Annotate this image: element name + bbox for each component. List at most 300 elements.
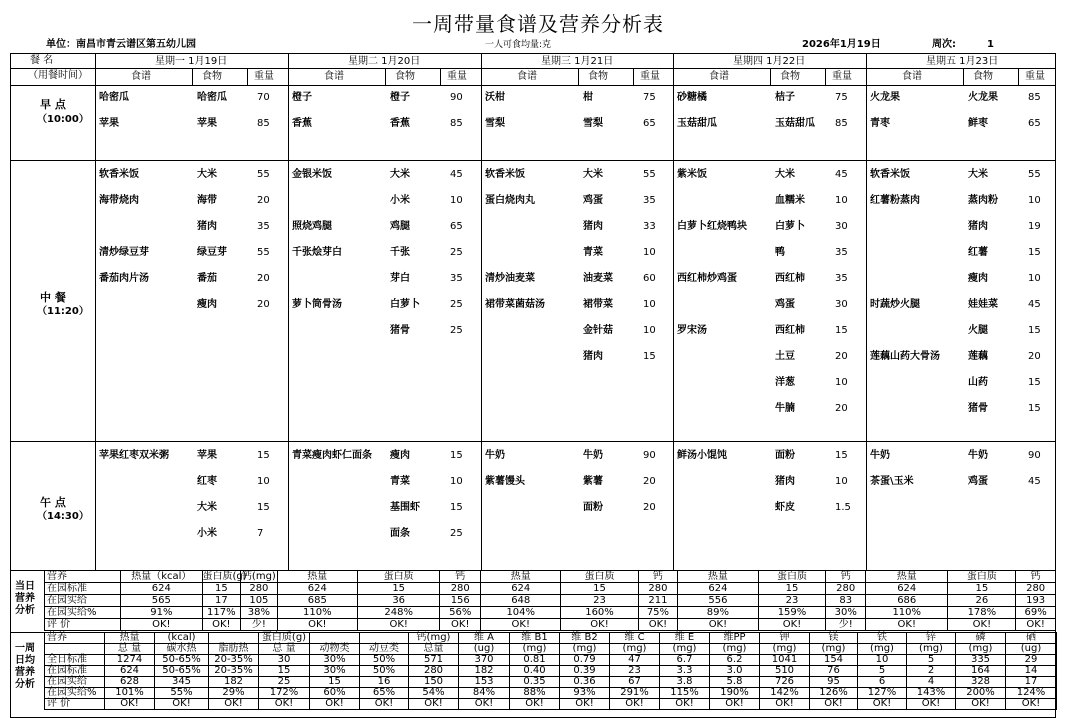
weekly-cell: 50% <box>360 666 409 677</box>
weekly-cell: 维 B2 <box>560 633 610 644</box>
snack-name: 午 点 <box>40 496 66 509</box>
weekly-cell <box>209 633 259 644</box>
recipe-header: 食谱 <box>517 71 537 82</box>
weekly-row <box>45 633 1057 644</box>
recipe-header: 食谱 <box>902 71 922 82</box>
daily-cell: 17 <box>202 595 241 607</box>
grid-line <box>481 53 482 570</box>
lunch_rows-weight: 10 <box>643 325 656 336</box>
lunch_rows-weight: 15 <box>1028 403 1041 414</box>
weekly-analysis-table <box>44 632 1057 710</box>
weekly-cell: (ug) <box>1006 644 1057 655</box>
breakfast_rows-food: 桔子 <box>775 92 795 103</box>
daily-cell: 280 <box>826 583 866 595</box>
daily-cell: OK! <box>1016 619 1056 631</box>
grid-line <box>10 53 1055 54</box>
weekly-cell: 钾 <box>760 633 810 644</box>
lunch_rows-recipe: 萝卜筒骨汤 <box>292 299 342 310</box>
weekly-cell: 65% <box>360 688 409 699</box>
weekly-cell: OK! <box>1006 699 1057 710</box>
lunch_rows-weight: 20 <box>257 195 270 206</box>
breakfast_rows-food: 火龙果 <box>968 92 998 103</box>
weekly-cell: 3.0 <box>710 666 760 677</box>
lunch_rows-weight: 10 <box>1028 273 1041 284</box>
breakfast_rows-food: 玉菇甜瓜 <box>775 118 815 129</box>
weekly-cell: 127% <box>858 688 907 699</box>
weekly-cell: OK! <box>209 699 259 710</box>
weekly-cell: 总 量 <box>105 644 155 655</box>
weekly-cell: 624 <box>105 666 155 677</box>
weekly-cell: OK! <box>710 699 760 710</box>
daily-cell: 营养 <box>45 571 121 583</box>
lunch_rows-weight: 10 <box>1028 195 1041 206</box>
weekly-cell: (mg) <box>560 644 610 655</box>
snack_rows-food: 瘦肉 <box>390 450 410 461</box>
weekly-cell: 30% <box>310 655 360 666</box>
daily-cell: 556 <box>678 595 758 607</box>
lunch-time: （11:20） <box>37 306 89 317</box>
day-header: 星期五 1月23日 <box>926 56 999 67</box>
weekly-cell: 60% <box>310 688 360 699</box>
snack_rows-recipe: 牛奶 <box>485 450 505 461</box>
daily-cell: 38% <box>241 607 278 619</box>
weekly-cell: 291% <box>610 688 660 699</box>
weekly-cell: OK! <box>259 699 310 710</box>
lunch_rows-weight: 25 <box>450 247 463 258</box>
breakfast-time: （10:00） <box>37 114 89 125</box>
weekly-cell: (mg) <box>810 644 858 655</box>
lunch_rows-weight: 10 <box>643 247 656 258</box>
snack_rows-weight: 15 <box>450 502 463 513</box>
snack_rows-recipe: 牛奶 <box>870 450 890 461</box>
weekly-cell: 0.79 <box>560 655 610 666</box>
lunch_rows-food: 青菜 <box>583 247 603 258</box>
lunch_rows-food: 裙带菜 <box>583 299 613 310</box>
weekly-cell: 维 A <box>459 633 510 644</box>
lunch_rows-recipe: 千张烩芽白 <box>292 247 342 258</box>
weight-header: 重量 <box>832 71 852 82</box>
lunch_rows-weight: 10 <box>835 377 848 388</box>
weight-header: 重量 <box>447 71 467 82</box>
grid-line <box>10 441 1055 442</box>
weekly-cell: 280 <box>409 666 459 677</box>
weekly-cell: OK! <box>660 699 710 710</box>
lunch_rows-weight: 35 <box>450 273 463 284</box>
lunch_rows-food: 海带 <box>197 195 217 206</box>
breakfast_rows-weight: 65 <box>1028 118 1041 129</box>
weekly-cell: 1041 <box>760 655 810 666</box>
daily-cell: 648 <box>481 595 561 607</box>
lunch_rows-weight: 35 <box>835 247 848 258</box>
daily-cell: 624 <box>121 583 202 595</box>
lunch_rows-food: 白萝卜 <box>390 299 420 310</box>
snack_rows-recipe: 青菜瘦肉虾仁面条 <box>292 450 372 461</box>
snack_rows-weight: 45 <box>1028 476 1041 487</box>
lunch_rows-recipe: 白萝卜红烧鸭块 <box>677 221 747 232</box>
lunch_rows-recipe: 软香米饭 <box>870 169 910 180</box>
daily-row <box>45 583 1056 595</box>
week-number: 1 <box>987 39 994 50</box>
daily-cell: 685 <box>277 595 357 607</box>
lunch_rows-recipe: 裙带菜菌菇汤 <box>485 299 545 310</box>
breakfast_rows-weight: 65 <box>643 118 656 129</box>
lunch_rows-weight: 25 <box>450 325 463 336</box>
weekly-side-label: 一周 <box>15 643 35 654</box>
lunch_rows-food: 鸡蛋 <box>775 299 795 310</box>
weight-header: 重量 <box>254 71 274 82</box>
snack_rows-food: 面条 <box>390 528 410 539</box>
weekly-row <box>45 699 1057 710</box>
snack_rows-weight: 15 <box>257 502 270 513</box>
lunch_rows-food: 西红柿 <box>775 273 805 284</box>
weekly-cell: 在园实给% <box>45 688 105 699</box>
daily-cell: 评 价 <box>45 619 121 631</box>
lunch_rows-weight: 55 <box>257 169 270 180</box>
snack_rows-recipe: 紫薯馒头 <box>485 476 525 487</box>
daily-cell: OK! <box>866 619 948 631</box>
day-header: 星期一 1月19日 <box>155 56 228 67</box>
breakfast-name: 早 点 <box>40 98 66 111</box>
weekly-cell: 6.2 <box>710 655 760 666</box>
weekly-cell: 190% <box>710 688 760 699</box>
lunch_rows-weight: 15 <box>1028 325 1041 336</box>
weekly-cell: 0.36 <box>560 677 610 688</box>
daily-cell: OK! <box>121 619 202 631</box>
daily-cell: 少! <box>241 619 278 631</box>
grid-line <box>247 68 248 85</box>
lunch_rows-recipe: 紫米饭 <box>677 169 707 180</box>
lunch_rows-food: 牛腩 <box>775 403 795 414</box>
weekly-cell: 54% <box>409 688 459 699</box>
lunch_rows-weight: 20 <box>257 273 270 284</box>
snack_rows-recipe: 苹果红枣双米粥 <box>99 450 169 461</box>
daily-cell: 565 <box>121 595 202 607</box>
weekly-cell: OK! <box>155 699 209 710</box>
weekly-cell: 143% <box>907 688 956 699</box>
weekly-cell: 726 <box>760 677 810 688</box>
weekly-cell: (kcal) <box>155 633 209 644</box>
weekly-cell: 20-35% <box>209 655 259 666</box>
weekly-cell: OK! <box>105 699 155 710</box>
lunch_rows-weight: 30 <box>835 221 848 232</box>
grid-line <box>288 53 289 570</box>
lunch_rows-recipe: 软香米饭 <box>99 169 139 180</box>
weekly-cell: 47 <box>610 655 660 666</box>
breakfast_rows-recipe: 火龙果 <box>870 92 900 103</box>
daily-cell: OK! <box>678 619 758 631</box>
daily-cell: 在园实给% <box>45 607 121 619</box>
weekly-cell: OK! <box>858 699 907 710</box>
daily-cell: 280 <box>638 583 678 595</box>
breakfast_rows-recipe: 香蕉 <box>292 118 312 129</box>
daily-cell: 211 <box>638 595 678 607</box>
recipe-header: 食谱 <box>709 71 729 82</box>
lunch_rows-weight: 30 <box>835 299 848 310</box>
weekly-cell: OK! <box>459 699 510 710</box>
weekly-cell: OK! <box>810 699 858 710</box>
daily-cell: 624 <box>277 583 357 595</box>
lunch_rows-recipe: 西红柿炒鸡蛋 <box>677 273 737 284</box>
lunch_rows-weight: 25 <box>450 299 463 310</box>
daily-cell: 蛋白质(g) <box>202 570 247 582</box>
lunch_rows-weight: 45 <box>1028 299 1041 310</box>
daily-cell: 钙 <box>638 571 678 583</box>
daily-cell: 热量 <box>481 571 561 583</box>
lunch_rows-weight: 10 <box>450 195 463 206</box>
snack_rows-food: 牛奶 <box>583 450 603 461</box>
weekly-cell: 维 B1 <box>510 633 560 644</box>
weekly-cell: (mg) <box>956 644 1006 655</box>
weekly-cell: 200% <box>956 688 1006 699</box>
daily-cell: 178% <box>948 607 1016 619</box>
snack_rows-weight: 15 <box>257 450 270 461</box>
lunch_rows-recipe: 海带烧肉 <box>99 195 139 206</box>
weekly-cell: 2 <box>907 666 956 677</box>
weekly-row <box>45 655 1057 666</box>
grid-line <box>770 68 771 85</box>
lunch_rows-weight: 19 <box>1028 221 1041 232</box>
day-header: 星期二 1月20日 <box>348 56 421 67</box>
daily-cell: 23 <box>561 595 638 607</box>
weekly-row <box>45 644 1057 655</box>
weekly-cell: OK! <box>760 699 810 710</box>
sheet-date: 2026年1月19日 <box>802 39 881 50</box>
lunch_rows-food: 瘦肉 <box>968 273 988 284</box>
weekly-cell: 15 <box>310 677 360 688</box>
breakfast_rows-weight: 85 <box>450 118 463 129</box>
weekly-cell: 142% <box>760 688 810 699</box>
grid-line <box>440 68 441 85</box>
weekly-cell: (mg) <box>610 644 660 655</box>
grid-line <box>10 53 11 718</box>
weekly-cell: 锌 <box>907 633 956 644</box>
weekly-side-label: 分析 <box>15 679 35 690</box>
breakfast_rows-weight: 75 <box>643 92 656 103</box>
lunch_rows-recipe: 红薯粉蒸肉 <box>870 195 920 206</box>
grid-line <box>10 160 1055 161</box>
weekly-cell: 在园实给 <box>45 677 105 688</box>
grid-line <box>673 53 674 570</box>
lunch-name: 中 餐 <box>40 291 66 304</box>
lunch_rows-food: 娃娃菜 <box>968 299 998 310</box>
daily-cell: 15 <box>758 583 826 595</box>
weekly-cell: 50-65% <box>155 666 209 677</box>
breakfast_rows-weight: 70 <box>257 92 270 103</box>
lunch_rows-recipe: 软香米饭 <box>485 169 525 180</box>
lunch_rows-food: 莲藕 <box>968 351 988 362</box>
weekly-cell: 10 <box>858 655 907 666</box>
weekly-cell: 182 <box>209 677 259 688</box>
weekly-cell: 15 <box>259 666 310 677</box>
lunch_rows-food: 山药 <box>968 377 988 388</box>
daily-cell: 蛋白质 <box>758 571 826 583</box>
weekly-cell: 钙(mg) <box>409 633 459 644</box>
weekly-cell: 脂肪热 <box>209 644 259 655</box>
weekly-cell: 0.40 <box>510 666 560 677</box>
daily-cell: 56% <box>440 607 481 619</box>
daily-cell: 热量 <box>866 571 948 583</box>
per-person-note: 一人可食均量:克 <box>485 40 552 50</box>
daily-cell: 280 <box>1016 583 1056 595</box>
snack_rows-food: 猪肉 <box>775 476 795 487</box>
grid-line <box>633 68 634 85</box>
breakfast_rows-recipe: 哈密瓜 <box>99 92 129 103</box>
weekly-cell: 5 <box>858 666 907 677</box>
lunch_rows-recipe: 罗宋汤 <box>677 325 707 336</box>
weekly-cell: OK! <box>956 699 1006 710</box>
weekly-cell: 30% <box>310 666 360 677</box>
food-header: 食物 <box>973 71 993 82</box>
weekly-cell: 动物类 <box>310 644 360 655</box>
breakfast_rows-food: 橙子 <box>390 92 410 103</box>
daily-cell: 83 <box>826 595 866 607</box>
grid-line <box>866 53 867 570</box>
weekly-cell: 335 <box>956 655 1006 666</box>
lunch_rows-food: 红薯 <box>968 247 988 258</box>
lunch_rows-food: 火腿 <box>968 325 988 336</box>
lunch_rows-food: 白萝卜 <box>775 221 805 232</box>
lunch_rows-food: 千张 <box>390 247 410 258</box>
lunch_rows-weight: 20 <box>1028 351 1041 362</box>
daily-cell: 160% <box>561 607 638 619</box>
daily-cell: 30% <box>826 607 866 619</box>
lunch_rows-food: 鸭 <box>775 247 785 258</box>
lunch_rows-weight: 35 <box>257 221 270 232</box>
snack_rows-weight: 15 <box>450 450 463 461</box>
daily-cell: 热量 <box>678 571 758 583</box>
weekly-cell: 硒 <box>1006 633 1057 644</box>
lunch_rows-weight: 15 <box>1028 377 1041 388</box>
weekly-cell: 76 <box>810 666 858 677</box>
lunch_rows-weight: 20 <box>835 403 848 414</box>
lunch_rows-recipe: 时蔬炒火腿 <box>870 299 920 310</box>
lunch_rows-food: 鸡蛋 <box>583 195 603 206</box>
daily-cell: 193 <box>1016 595 1056 607</box>
daily-cell: 少! <box>826 619 866 631</box>
snack_rows-weight: 10 <box>257 476 270 487</box>
weekly-cell: 磷 <box>956 633 1006 644</box>
snack_rows-food: 小米 <box>197 528 217 539</box>
week-label: 周次: <box>932 39 956 50</box>
lunch_rows-weight: 60 <box>643 273 656 284</box>
grid-line <box>10 68 1055 69</box>
lunch_rows-food: 番茄 <box>197 273 217 284</box>
weekly-cell: 镁 <box>810 633 858 644</box>
food-header: 食物 <box>588 71 608 82</box>
snack_rows-food: 牛奶 <box>968 450 988 461</box>
weekly-row <box>45 688 1057 699</box>
weekly-cell: 5 <box>907 655 956 666</box>
lunch_rows-food: 大米 <box>775 169 795 180</box>
snack_rows-food: 基围虾 <box>390 502 420 513</box>
weekly-cell: 101% <box>105 688 155 699</box>
snack_rows-weight: 10 <box>835 476 848 487</box>
lunch_rows-weight: 15 <box>643 351 656 362</box>
daily-cell: 156 <box>440 595 481 607</box>
weekly-cell: 153 <box>459 677 510 688</box>
daily-cell: 15 <box>202 583 241 595</box>
daily-cell: 110% <box>277 607 357 619</box>
weekly-cell: 16 <box>360 677 409 688</box>
daily-row <box>45 607 1056 619</box>
snack_rows-food: 虾皮 <box>775 502 795 513</box>
daily-analysis-table <box>44 570 1056 631</box>
lunch_rows-food: 绿豆芽 <box>197 247 227 258</box>
lunch_rows-weight: 10 <box>835 195 848 206</box>
daily-cell: 69% <box>1016 607 1056 619</box>
weekly-cell: OK! <box>560 699 610 710</box>
lunch_rows-recipe: 蛋白烧肉丸 <box>485 195 535 206</box>
weekly-cell: 328 <box>956 677 1006 688</box>
weekly-cell: 124% <box>1006 688 1057 699</box>
snack_rows-weight: 90 <box>643 450 656 461</box>
weekly-cell: 总量 <box>409 644 459 655</box>
daily-cell: 热量 <box>277 571 357 583</box>
snack_rows-food: 青菜 <box>390 476 410 487</box>
snack_rows-food: 鸡蛋 <box>968 476 988 487</box>
weekly-cell: (mg) <box>710 644 760 655</box>
snack_rows-weight: 7 <box>257 528 264 539</box>
daily-cell: 110% <box>866 607 948 619</box>
breakfast_rows-food: 哈密瓜 <box>197 92 227 103</box>
weekly-cell: 50% <box>360 655 409 666</box>
lunch_rows-weight: 20 <box>257 299 270 310</box>
weekly-cell: 93% <box>560 688 610 699</box>
daily-cell: 624 <box>678 583 758 595</box>
snack_rows-food: 红枣 <box>197 476 217 487</box>
daily-row <box>45 571 1056 583</box>
daily-cell: 105 <box>241 595 278 607</box>
snack_rows-weight: 15 <box>835 450 848 461</box>
weekly-cell: 126% <box>810 688 858 699</box>
lunch_rows-weight: 55 <box>1028 169 1041 180</box>
weekly-cell: 182 <box>459 666 510 677</box>
lunch_rows-food: 土豆 <box>775 351 795 362</box>
weekly-cell: 50-65% <box>155 655 209 666</box>
daily-cell: 蛋白质 <box>948 571 1016 583</box>
weekly-cell: 热量 <box>105 633 155 644</box>
lunch_rows-weight: 20 <box>835 351 848 362</box>
snack_rows-weight: 10 <box>450 476 463 487</box>
weekly-cell: OK! <box>907 699 956 710</box>
weekly-row <box>45 666 1057 677</box>
weekly-cell: 29% <box>209 688 259 699</box>
snack_rows-weight: 90 <box>1028 450 1041 461</box>
lunch_rows-weight: 33 <box>643 221 656 232</box>
breakfast_rows-food: 鲜枣 <box>968 118 988 129</box>
daily-cell: 钙 <box>440 571 481 583</box>
snack_rows-food: 面粉 <box>583 502 603 513</box>
weekly-cell: (mg) <box>907 644 956 655</box>
lunch_rows-recipe: 清炒绿豆芽 <box>99 247 149 258</box>
lunch_rows-weight: 55 <box>643 169 656 180</box>
weekly-cell: 6.7 <box>660 655 710 666</box>
lunch_rows-food: 小米 <box>390 195 410 206</box>
daily-side-label: 营养 <box>15 593 35 604</box>
weekly-cell: 17 <box>1006 677 1057 688</box>
weekly-cell: OK! <box>360 699 409 710</box>
snack_rows-food: 紫薯 <box>583 476 603 487</box>
lunch_rows-food: 芽白 <box>390 273 410 284</box>
weekly-cell: OK! <box>610 699 660 710</box>
daily-cell: 蛋白质 <box>561 571 638 583</box>
recipe-header: 食谱 <box>131 71 151 82</box>
lunch_rows-food: 猪肉 <box>197 221 217 232</box>
snack_rows-recipe: 鲜汤小馄饨 <box>677 450 727 461</box>
weekly-cell: 营养 <box>45 633 105 644</box>
weekly-cell: 88% <box>510 688 560 699</box>
daily-cell: OK! <box>758 619 826 631</box>
